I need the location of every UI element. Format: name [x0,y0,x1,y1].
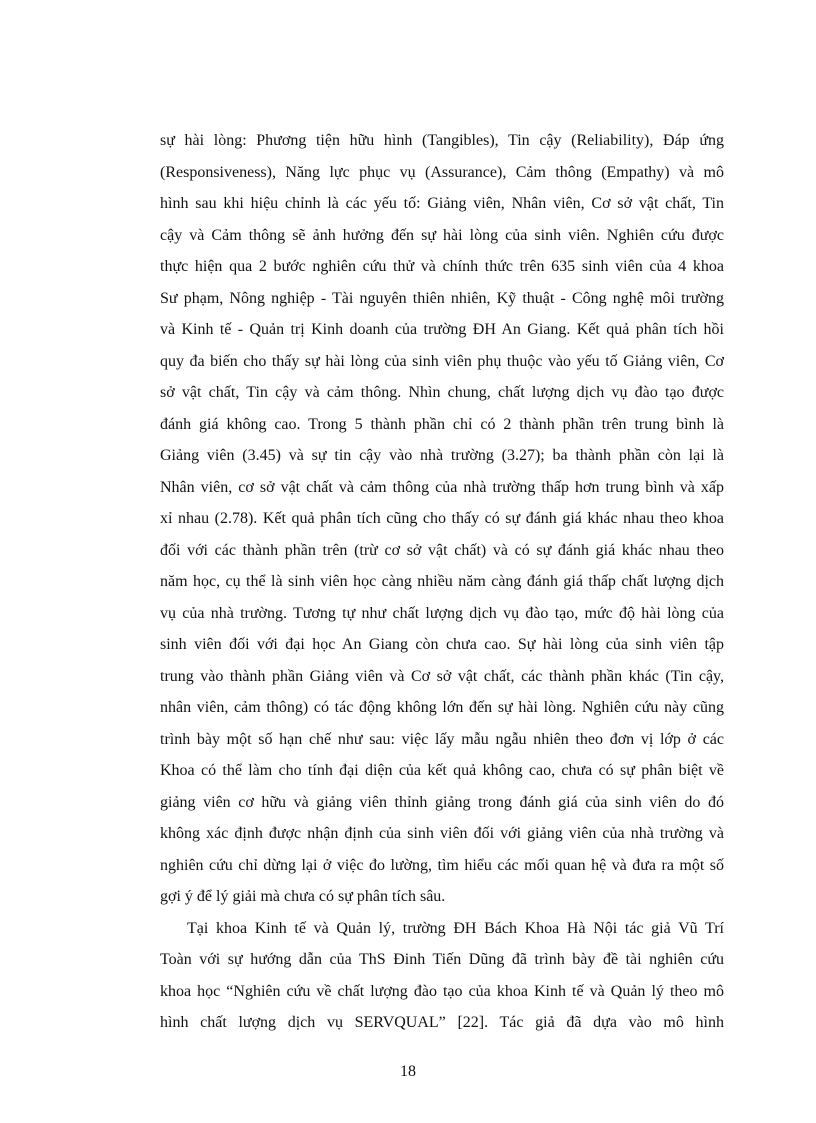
page-body [160,125,724,1039]
paragraph-line: trung vào thành phần Giảng viên và Cơ sở vật chất, các thành phần khác (Tin cậy, [160,667,724,685]
paragraph-line: Toàn với sự hướng dẫn của ThS Đinh Tiến Dũng đã trình bày đề tài nghiên cứu [160,951,724,968]
paragraph-line: Nhân viên, cơ sở vật chất và cảm thông của nhà trường thấp hơn trung bình và xấp [160,478,724,496]
paragraph-line: và Kinh tế - Quản trị Kinh doanh của trường ĐH An Giang. Kết quả phân tích hồi [160,321,724,338]
page-number: 18 [400,1063,416,1080]
paragraph-line: giảng viên cơ hữu và giảng viên thỉnh giảng trong đánh giá của sinh viên do đó [160,793,724,811]
paragraph-line: sự hài lòng: Phương tiện hữu hình (Tangibles), Tin cậy (Reliability), Đáp ứng [160,132,724,149]
paragraph-line: trình bày một số hạn chế như sau: việc lấy mẫu ngẫu nhiên theo đơn vị lớp ở các [160,730,724,748]
paragraph-line: sinh viên đối với đại học An Giang còn chưa cao. Sự hài lòng của sinh viên tập [160,636,724,653]
paragraph-2 [160,913,724,1039]
paragraph-line: nhân viên, cảm thông) có tác động không lớn đến sự hài lòng. Nghiên cứu này cũng [160,699,724,716]
paragraph-line: thực hiện qua 2 bước nghiên cứu thử và chính thức trên 635 sinh viên của 4 khoa [160,258,724,275]
paragraph-line: (Responsiveness), Năng lực phục vụ (Assurance), Cảm thông (Empathy) và mô [160,163,724,181]
paragraph-line: vụ của nhà trường. Tương tự như chất lượng dịch vụ đào tạo, mức độ hài lòng của [160,604,724,622]
paragraph-line: cậy và Cảm thông sẽ ảnh hưởng đến sự hài lòng của sinh viên. Nghiên cứu được [160,226,724,244]
paragraph-line: gợi ý để lý giải mà chưa có sự phân tích sâu. [160,888,446,905]
paragraph-line: Khoa có thể làm cho tính đại diện của kết quả không cao, chưa có sự phân biệt về [160,762,724,779]
paragraph-line: khoa học “Nghiên cứu về chất lượng đào tạo của khoa Kinh tế và Quản lý theo mô [160,982,724,1000]
paragraph-line: quy đa biến cho thấy sự hài lòng của sinh viên phụ thuộc vào yếu tố Giảng viên, Cơ [160,352,724,370]
paragraph-line: Sư phạm, Nông nghiệp - Tài nguyên thiên nhiên, Kỹ thuật - Công nghệ môi trường [160,289,724,307]
paragraph-line: hình sau khi hiệu chỉnh là các yếu tố: Giảng viên, Nhân viên, Cơ sở vật chất, Tin [160,195,724,212]
paragraph-line: không xác định được nhận định của sinh viên đối với giảng viên của nhà trường và [160,825,724,842]
paragraph-1 [160,125,724,913]
paragraph-line: xỉ nhau (2.78). Kết quả phân tích cũng cho thấy có sự đánh giá khác nhau theo khoa [160,510,724,527]
paragraph-line: năm học, cụ thể là sinh viên học càng nhiều năm càng đánh giá thấp chất lượng dịch [160,573,724,590]
paragraph-line: hình chất lượng dịch vụ SERVQUAL” [22]. Tác giả đã dựa vào mô hình [160,1014,724,1031]
paragraph-line: đánh giá không cao. Trong 5 thành phần chỉ có 2 thành phần trên trung bình là [160,415,724,433]
paragraph-line: nghiên cứu chỉ dừng lại ở việc đo lường, tìm hiểu các mối quan hệ và đưa ra một số [160,856,724,874]
paragraph-line: Giảng viên (3.45) và sự tin cậy vào nhà trường (3.27); ba thành phần còn lại là [160,447,724,464]
paragraph-line: Tại khoa Kinh tế và Quản lý, trường ĐH Bách Khoa Hà Nội tác giả Vũ Trí [187,919,724,937]
paragraph-line: sở vật chất, Tin cậy và cảm thông. Nhìn chung, chất lượng dịch vụ đào tạo được [160,384,724,401]
paragraph-line: đối với các thành phần trên (trừ cơ sở vật chất) và có sự đánh giá khác nhau theo [160,541,724,559]
